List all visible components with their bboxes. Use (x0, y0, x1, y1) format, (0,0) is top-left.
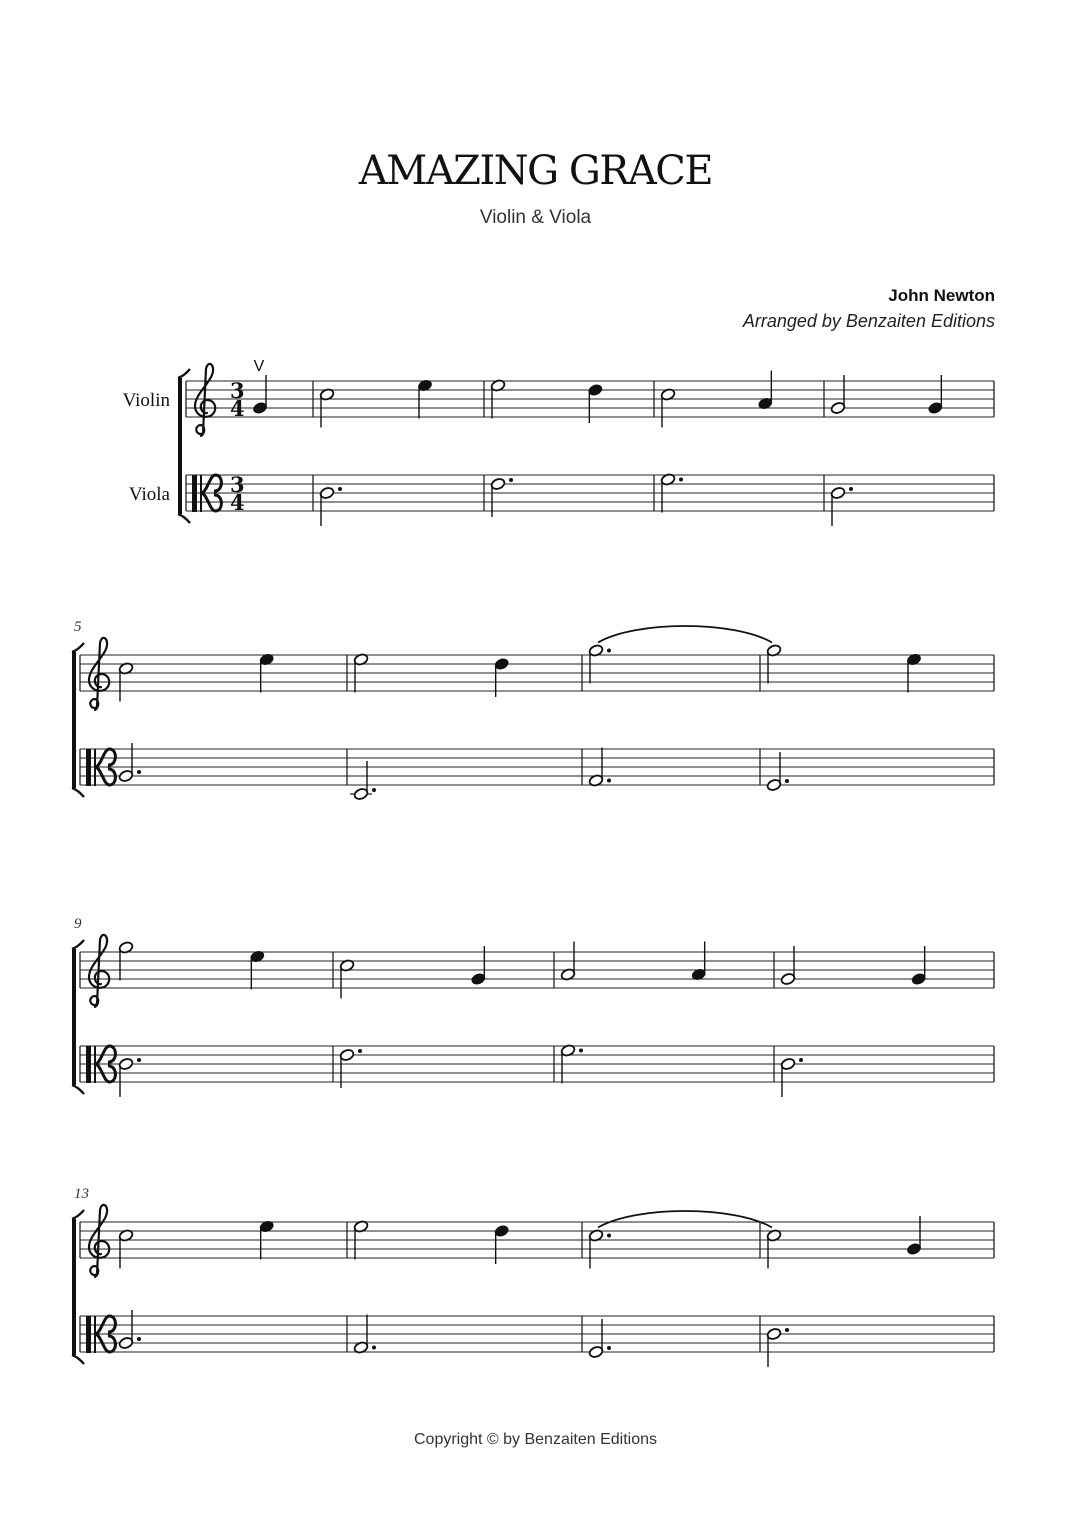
time-signature-denominator: 4 (230, 396, 245, 421)
up-bow-mark: V (253, 358, 265, 375)
alto-clef-icon (86, 1316, 91, 1353)
measure-number: 5 (74, 619, 82, 635)
score-subtitle: Violin & Viola (479, 207, 592, 228)
system-bracket (178, 514, 190, 523)
score-title: AMAZING GRACE (358, 148, 713, 194)
time-signature-denominator: 4 (230, 490, 245, 515)
alto-clef-icon (86, 749, 91, 786)
composer-credit: John Newton (888, 286, 995, 305)
augmentation-dot (799, 1058, 803, 1062)
augmentation-dot (358, 1049, 362, 1053)
time-signature-numerator: 3 (230, 472, 245, 497)
instrument-label-violin: Violin (122, 390, 170, 411)
augmentation-dot (607, 1346, 611, 1350)
alto-clef-icon (94, 749, 96, 786)
augmentation-dot (137, 1337, 141, 1341)
system-bracket (72, 643, 84, 652)
instrument-label-viola: Viola (128, 484, 170, 505)
arranger-credit: Arranged by Benzaiten Editions (742, 311, 995, 331)
tie-slur (598, 626, 772, 643)
alto-clef-icon (192, 475, 197, 512)
staff-system (72, 1186, 994, 1367)
alto-clef-icon (86, 1046, 91, 1083)
augmentation-dot (579, 1049, 583, 1053)
system-bracket (72, 1210, 84, 1219)
augmentation-dot (137, 1058, 141, 1062)
copyright-notice: Copyright © by Benzaiten Editions (413, 1431, 658, 1448)
tie-slur (598, 1211, 772, 1228)
system-bracket (72, 652, 76, 788)
augmentation-dot (372, 1346, 376, 1350)
treble-clef-icon (195, 364, 215, 436)
staff-system (72, 619, 994, 801)
alto-clef-icon (200, 475, 202, 512)
treble-clef-icon (89, 935, 109, 1007)
alto-clef-icon (94, 1046, 96, 1083)
augmentation-dot (372, 788, 376, 792)
augmentation-dot (509, 478, 513, 482)
treble-clef-icon (89, 1205, 109, 1277)
augmentation-dot (607, 649, 611, 653)
system-bracket (72, 1219, 76, 1355)
system-bracket (72, 949, 76, 1085)
system-bracket (178, 378, 182, 514)
staff-system (123, 358, 994, 526)
system-bracket (72, 788, 84, 797)
augmentation-dot (137, 770, 141, 774)
augmentation-dot (338, 487, 342, 491)
augmentation-dot (849, 487, 853, 491)
system-bracket (72, 1085, 84, 1094)
system-bracket (72, 1355, 84, 1364)
augmentation-dot (607, 779, 611, 783)
system-bracket (72, 940, 84, 949)
system-bracket (178, 369, 190, 378)
augmentation-dot (679, 478, 683, 482)
augmentation-dot (607, 1234, 611, 1238)
measure-number: 13 (74, 1186, 89, 1202)
augmentation-dot (785, 1328, 789, 1332)
measure-number: 9 (74, 916, 82, 932)
treble-clef-icon (89, 638, 109, 710)
alto-clef-icon (94, 1316, 96, 1353)
staff-system (72, 916, 994, 1097)
augmentation-dot (785, 779, 789, 783)
time-signature-numerator: 3 (230, 378, 245, 403)
